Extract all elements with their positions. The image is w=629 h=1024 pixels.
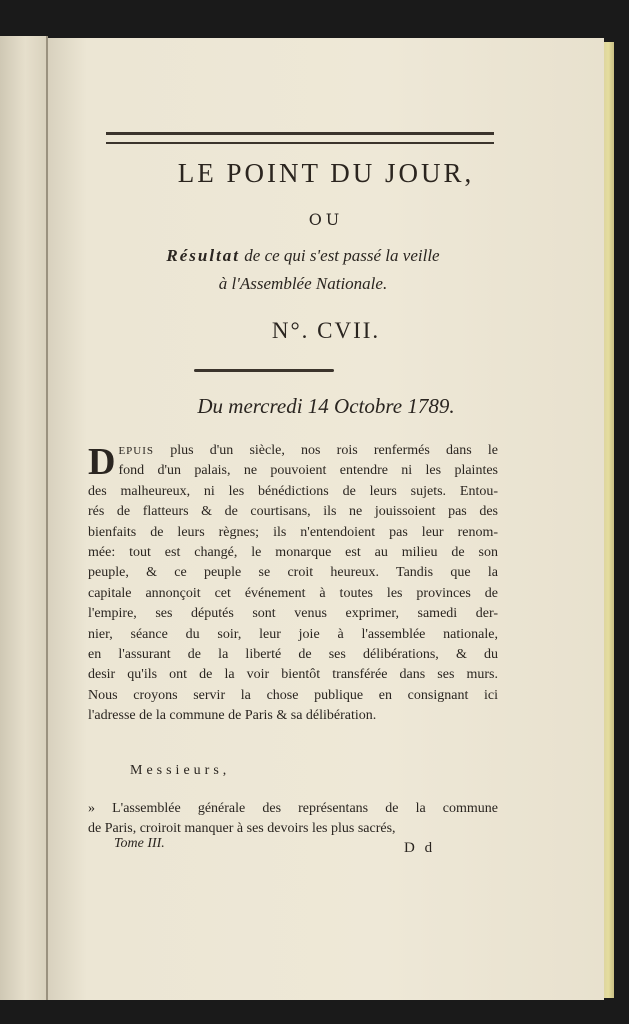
title-conjunction: OU	[308, 210, 344, 229]
drop-capital: D	[88, 441, 116, 483]
book-page	[48, 38, 604, 1000]
paragraph-line-text: plus d'un siècle, nos rois renfermés dans le	[170, 443, 498, 458]
quote-line: de Paris, croiroit manquer à ses devoirs les plus sacrés,	[88, 821, 396, 837]
paragraph-line: fond d'un palais, ne pouvoient entendre ni les plaintes	[118, 463, 498, 479]
paragraph-line: des malheureux, ni les bénédictions de leurs sujets. Entou-	[88, 483, 498, 499]
paragraph-line: mée: tout est changé, le monarque est au milieu de son	[88, 545, 498, 561]
paragraph-line: l'adresse de la commune de Paris & sa délibération.	[88, 708, 377, 724]
quote-line: » L'assemblée générale des représentans de la commune	[88, 801, 498, 816]
paragraph-line: bienfaits de leurs règnes; ils n'entendoient pas leur renom-	[88, 524, 498, 540]
paragraph-line: peuple, & ce peuple se croit heureux. Tandis que la	[88, 565, 498, 581]
quoted-address	[88, 799, 498, 840]
newspaper-subtitle	[98, 242, 508, 298]
top-double-rule	[106, 132, 494, 144]
paragraph-line	[88, 441, 498, 461]
paragraph-line: capitale annonçoit cet événement à toutes les provinces de	[88, 585, 498, 601]
ornamental-rule	[194, 369, 334, 372]
newspaper-title: LE POINT DU JOUR,	[177, 158, 475, 188]
facing-page-edge	[0, 36, 48, 1000]
paragraph-line: en l'assurant de la liberté de ses délibérations, & du	[88, 647, 498, 663]
paragraph-line: l'empire, ses députés sont venus exprimer, samedi der-	[88, 606, 498, 622]
subtitle-line-1-rest: de ce qui s'est passé la veille	[244, 246, 440, 265]
paragraph-line: rés de flatteurs & de courtisans, ils ne jouissoient pas des	[88, 504, 498, 520]
volume-marker: Tome III.	[114, 836, 165, 851]
paragraph-line: Nous croyons servir la chose publique en consignant ici	[88, 687, 498, 703]
salutation: Messieurs,	[130, 763, 231, 778]
subtitle-caps-word: Résultat	[166, 246, 241, 265]
issue-date: Du mercredi 14 Octobre 1789.	[197, 394, 455, 418]
subtitle-line-2: à l'Assemblée Nationale.	[218, 274, 388, 293]
paragraph-line: desir qu'ils ont de la voir bientôt transférée dans ses murs.	[88, 667, 498, 683]
subtitle-line-1	[98, 242, 508, 270]
issue-number: N°. CVII.	[271, 318, 381, 343]
paragraph-line: nier, séance du soir, leur joie à l'assemblée nationale,	[88, 626, 498, 642]
opening-small-caps: EPUIS	[118, 445, 155, 457]
main-paragraph	[88, 441, 498, 727]
signature-mark: D d	[404, 840, 436, 856]
